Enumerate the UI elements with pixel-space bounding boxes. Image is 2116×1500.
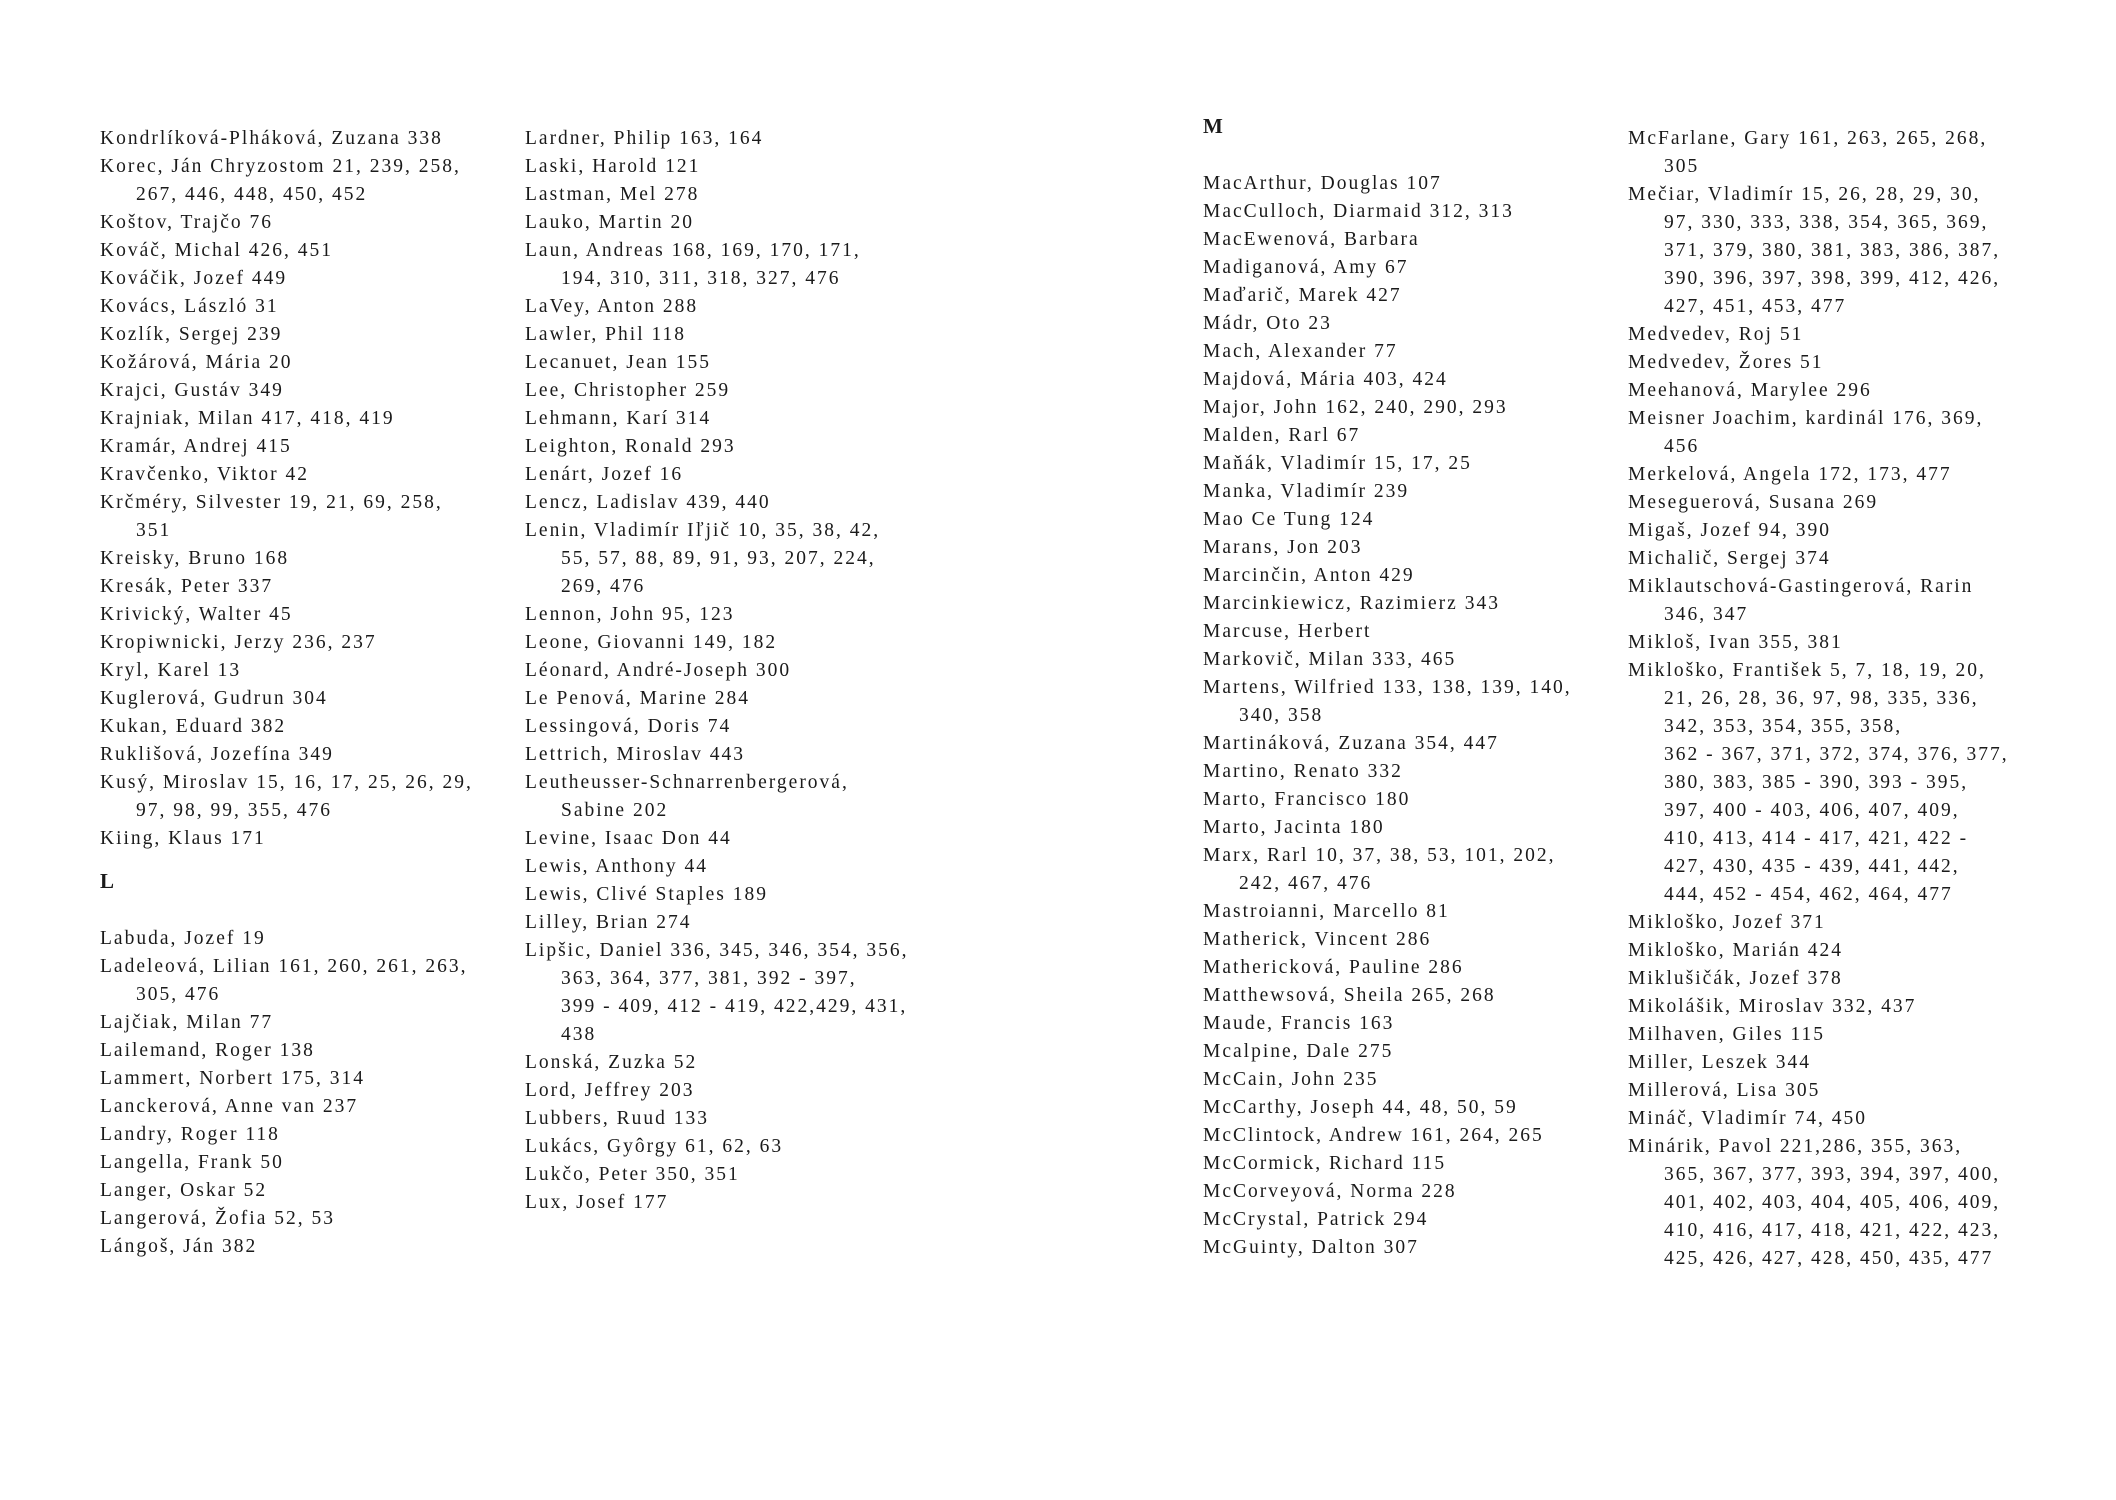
index-entry-continuation: 365, 367, 377, 393, 394, 397, 400, — [1664, 1164, 2001, 1185]
index-entry-line: Kuglerová, Gudrun 304 — [100, 688, 328, 709]
index-entry — [100, 629, 505, 657]
index-entry — [1203, 478, 1618, 506]
index-entry-line: Madiganová, Amy 67 — [1203, 257, 1409, 278]
index-entry — [1628, 573, 2058, 629]
index-entry-line: Kozlík, Sergej 239 — [100, 324, 283, 345]
index-entry-continuation: 427, 451, 453, 477 — [1664, 296, 1847, 317]
index-entry — [100, 433, 505, 461]
index-entry — [1628, 461, 2058, 489]
index-entry — [100, 377, 505, 405]
index-entry — [1628, 1133, 2058, 1273]
index-entry-line: Mathericková, Pauline 286 — [1203, 957, 1464, 978]
index-entry-line: MacArthur, Douglas 107 — [1203, 173, 1442, 194]
index-entry — [1203, 1122, 1618, 1150]
index-entry — [100, 1037, 505, 1065]
index-entry — [1628, 629, 2058, 657]
index-entry-line: Laski, Harold 121 — [525, 156, 701, 177]
index-entry — [100, 489, 505, 545]
index-entry-line: Lángoš, Ján 382 — [100, 1236, 258, 1257]
index-entry-continuation: 401, 402, 403, 404, 405, 406, 409, — [1664, 1192, 2001, 1213]
index-entry-line: Marcinčin, Anton 429 — [1203, 565, 1415, 586]
index-entry — [1203, 954, 1618, 982]
index-entry — [525, 349, 945, 377]
index-entry — [1628, 377, 2058, 405]
index-entry — [525, 153, 945, 181]
index-entry — [525, 377, 945, 405]
index-entry-line: Kresák, Peter 337 — [100, 576, 274, 597]
index-entry-continuation: 363, 364, 377, 381, 392 - 397, — [561, 968, 857, 989]
index-entry-line: McFarlane, Gary 161, 263, 265, 268, — [1628, 128, 1988, 149]
index-entry-continuation: 380, 383, 385 - 390, 393 - 395, — [1664, 772, 1969, 793]
index-entry-line: Lencz, Ladislav 439, 440 — [525, 492, 771, 513]
index-entry — [100, 769, 505, 825]
index-entry-continuation: 342, 353, 354, 355, 358, — [1664, 716, 1903, 737]
index-entry-line: Maďarič, Marek 427 — [1203, 285, 1402, 306]
index-entry-line: McCormick, Richard 115 — [1203, 1153, 1447, 1174]
index-entry-continuation: 371, 379, 380, 381, 383, 386, 387, — [1664, 240, 2001, 261]
index-entry — [1203, 282, 1618, 310]
index-entry — [1628, 1077, 2058, 1105]
index-entry-line: Kryl, Karel 13 — [100, 660, 242, 681]
index-entry — [100, 1177, 505, 1205]
index-entry-line: Lord, Jeffrey 203 — [525, 1080, 695, 1101]
index-entry — [1203, 394, 1618, 422]
index-entry-line: Léonard, André-Joseph 300 — [525, 660, 792, 681]
index-entry-line: Lonská, Zuzka 52 — [525, 1052, 698, 1073]
index-entry — [525, 461, 945, 489]
index-entry — [1628, 321, 2058, 349]
index-column-2 — [525, 125, 945, 1217]
index-entry — [1203, 674, 1618, 730]
index-entry — [1203, 1066, 1618, 1094]
index-entry — [525, 237, 945, 293]
section-letter-heading: M — [1203, 114, 1224, 138]
index-entry — [100, 209, 505, 237]
index-entry — [1628, 993, 2058, 1021]
index-entry-continuation: 438 — [561, 1024, 597, 1045]
index-entry — [525, 853, 945, 881]
index-entry — [100, 461, 505, 489]
index-entry-line: Mastroianni, Marcello 81 — [1203, 901, 1450, 922]
index-entry-line: Lauko, Martin 20 — [525, 212, 695, 233]
index-entry-continuation: 425, 426, 427, 428, 450, 435, 477 — [1664, 1248, 1994, 1269]
index-entry — [100, 601, 505, 629]
index-entry-line: Mikloško, Jozef 371 — [1628, 912, 1826, 933]
index-entry — [525, 657, 945, 685]
index-entry — [100, 825, 505, 853]
index-entry — [1203, 646, 1618, 674]
index-entry — [1628, 937, 2058, 965]
index-entry-continuation: 390, 396, 397, 398, 399, 412, 426, — [1664, 268, 2001, 289]
index-entry-line: Lilley, Brian 274 — [525, 912, 692, 933]
index-entry-continuation: 397, 400 - 403, 406, 407, 409, — [1664, 800, 1960, 821]
index-entry-line: Langer, Oskar 52 — [100, 1180, 268, 1201]
index-column-4 — [1628, 125, 2058, 1273]
index-entry — [100, 349, 505, 377]
index-entry-continuation: 269, 476 — [561, 576, 646, 597]
section-letter-heading: L — [100, 869, 116, 893]
index-entry-line: Meehanová, Marylee 296 — [1628, 380, 1872, 401]
index-entry — [1203, 1234, 1618, 1262]
index-entry-line: Lawler, Phil 118 — [525, 324, 687, 345]
index-entry — [1203, 338, 1618, 366]
index-entry-line: Lailemand, Roger 138 — [100, 1040, 315, 1061]
index-entry — [1203, 814, 1618, 842]
index-entry-continuation: 97, 98, 99, 355, 476 — [136, 800, 332, 821]
index-entry — [1203, 506, 1618, 534]
index-entry — [100, 1149, 505, 1177]
index-entry — [1203, 590, 1618, 618]
index-entry-line: Labuda, Jozef 19 — [100, 928, 266, 949]
index-entry — [100, 657, 505, 685]
index-entry — [525, 125, 945, 153]
index-entry-line: Medvedev, Žores 51 — [1628, 352, 1824, 373]
index-entry — [525, 741, 945, 769]
index-entry — [525, 1133, 945, 1161]
index-entry-line: Malden, Rarl 67 — [1203, 425, 1361, 446]
index-entry-line: Laun, Andreas 168, 169, 170, 171, — [525, 240, 861, 261]
index-entry — [1203, 758, 1618, 786]
index-entry-line: Kravčenko, Viktor 42 — [100, 464, 310, 485]
index-entry — [1203, 1038, 1618, 1066]
index-entry-line: Martens, Wilfried 133, 138, 139, 140, — [1203, 677, 1572, 698]
index-entry-line: Kiing, Klaus 171 — [100, 828, 266, 849]
index-entry-continuation: 351 — [136, 520, 172, 541]
index-entry-line: Lecanuet, Jean 155 — [525, 352, 711, 373]
index-entry — [1203, 366, 1618, 394]
index-entry-line: Manka, Vladimír 239 — [1203, 481, 1410, 502]
index-entry — [525, 489, 945, 517]
index-entry — [100, 1233, 505, 1261]
index-entry-line: Migaš, Jozef 94, 390 — [1628, 520, 1832, 541]
index-entry — [1203, 170, 1618, 198]
index-entry — [525, 1077, 945, 1105]
index-entry-line: Medvedev, Roj 51 — [1628, 324, 1804, 345]
index-entry — [1203, 926, 1618, 954]
index-entry-line: Lenárt, Jozef 16 — [525, 464, 684, 485]
index-entry — [1628, 517, 2058, 545]
index-entry-line: Marans, Jon 203 — [1203, 537, 1363, 558]
index-entry-line: Mikloško, František 5, 7, 18, 19, 20, — [1628, 660, 1986, 681]
index-entry-continuation: 194, 310, 311, 318, 327, 476 — [561, 268, 841, 289]
index-entry-line: Mach, Alexander 77 — [1203, 341, 1398, 362]
index-entry-line: Le Penová, Marine 284 — [525, 688, 751, 709]
index-entry — [1203, 730, 1618, 758]
index-entry — [1628, 909, 2058, 937]
index-entry — [1203, 786, 1618, 814]
index-entry — [1628, 125, 2058, 181]
index-entry-line: Landry, Roger 118 — [100, 1124, 280, 1145]
index-entry-line: Krčméry, Silvester 19, 21, 69, 258, — [100, 492, 443, 513]
index-entry-line: MacEwenová, Barbara — [1203, 229, 1420, 250]
index-entry — [525, 685, 945, 713]
index-entry — [1203, 450, 1618, 478]
index-entry-line: Martino, Renato 332 — [1203, 761, 1403, 782]
index-entry — [525, 601, 945, 629]
index-entry — [525, 405, 945, 433]
index-entry — [1203, 226, 1618, 254]
index-entry — [100, 1065, 505, 1093]
index-entry-line: Maňák, Vladimír 15, 17, 25 — [1203, 453, 1472, 474]
index-entry-line: Ruklišová, Jozefína 349 — [100, 744, 334, 765]
index-entry — [1203, 1150, 1618, 1178]
index-entry-line: Kondrlíková-Plháková, Zuzana 338 — [100, 128, 443, 149]
index-entry — [1203, 562, 1618, 590]
index-entry — [1628, 181, 2058, 321]
index-entry-line: Lennon, John 95, 123 — [525, 604, 735, 625]
index-entry-line: Leutheusser-Schnarrenbergerová, — [525, 772, 849, 793]
index-entry-continuation: 55, 57, 88, 89, 91, 93, 207, 224, — [561, 548, 876, 569]
index-entry — [1203, 310, 1618, 338]
index-entry — [1628, 1021, 2058, 1049]
index-entry — [525, 713, 945, 741]
index-entry-continuation: 444, 452 - 454, 462, 464, 477 — [1664, 884, 1953, 905]
index-entry — [100, 153, 505, 209]
index-entry-line: Kukan, Eduard 382 — [100, 716, 287, 737]
index-entry-line: Lenin, Vladimír Iľjič 10, 35, 38, 42, — [525, 520, 881, 541]
index-entry-line: Meisner Joachim, kardinál 176, 369, — [1628, 408, 1984, 429]
index-column-1 — [100, 125, 505, 1261]
index-entry — [100, 573, 505, 601]
index-entry-line: Lux, Josef 177 — [525, 1192, 669, 1213]
index-entry-line: Lewis, Anthony 44 — [525, 856, 708, 877]
index-entry — [1628, 349, 2058, 377]
index-entry-line: Lukčo, Peter 350, 351 — [525, 1164, 740, 1185]
index-entry-line: Krivický, Walter 45 — [100, 604, 293, 625]
index-entry — [100, 1093, 505, 1121]
index-entry-line: Miller, Leszek 344 — [1628, 1052, 1812, 1073]
index-entry-line: Marto, Francisco 180 — [1203, 789, 1411, 810]
index-entry-continuation: 399 - 409, 412 - 419, 422,429, 431, — [561, 996, 908, 1017]
index-entry-line: Marcinkiewicz, Razimierz 343 — [1203, 593, 1500, 614]
index-entry-line: Lubbers, Ruud 133 — [525, 1108, 710, 1129]
right-page — [1058, 0, 2116, 1500]
index-entry-line: Langerová, Žofia 52, 53 — [100, 1208, 335, 1229]
index-entry-continuation: 305, 476 — [136, 984, 221, 1005]
index-entry-line: Matherick, Vincent 286 — [1203, 929, 1432, 950]
index-entry — [525, 433, 945, 461]
index-entry — [525, 825, 945, 853]
index-column-3 — [1203, 112, 1618, 1262]
index-entry-line: Michalič, Sergej 374 — [1628, 548, 1831, 569]
index-entry — [525, 629, 945, 657]
index-entry-line: Marcuse, Herbert — [1203, 621, 1372, 642]
index-entry — [1628, 657, 2058, 909]
index-entry — [525, 209, 945, 237]
index-entry-line: Lewis, Clivé Staples 189 — [525, 884, 768, 905]
index-entry — [100, 953, 505, 1009]
index-entry-line: Kramár, Andrej 415 — [100, 436, 292, 457]
index-entry-line: Matthewsová, Sheila 265, 268 — [1203, 985, 1496, 1006]
index-entry — [525, 881, 945, 909]
index-entry-line: Minárik, Pavol 221,286, 355, 363, — [1628, 1136, 1963, 1157]
index-entry-line: Millerová, Lisa 305 — [1628, 1080, 1821, 1101]
index-entry-line: Mádr, Oto 23 — [1203, 313, 1332, 334]
index-entry-line: Koštov, Trajčo 76 — [100, 212, 274, 233]
index-entry-line: Meseguerová, Susana 269 — [1628, 492, 1879, 513]
index-entry-line: Lessingová, Doris 74 — [525, 716, 732, 737]
index-entry-continuation: 267, 446, 448, 450, 452 — [136, 184, 368, 205]
index-entry-line: Kropiwnicki, Jerzy 236, 237 — [100, 632, 377, 653]
index-entry-continuation: 305 — [1664, 156, 1700, 177]
index-entry-continuation: 410, 416, 417, 418, 421, 422, 423, — [1664, 1220, 2001, 1241]
index-entry — [1628, 965, 2058, 993]
index-entry-line: Lee, Christopher 259 — [525, 380, 731, 401]
index-entry-line: Mao Ce Tung 124 — [1203, 509, 1375, 530]
index-entry-line: Lukács, Gyôrgy 61, 62, 63 — [525, 1136, 784, 1157]
index-entry-line: Ladeleová, Lilian 161, 260, 261, 263, — [100, 956, 468, 977]
index-entry-line: Lehmann, Karí 314 — [525, 408, 712, 429]
index-entry-line: Miklautschová-Gastingerová, Rarin — [1628, 576, 1974, 597]
index-entry-line: Krajci, Gustáv 349 — [100, 380, 284, 401]
index-entry-line: Lardner, Philip 163, 164 — [525, 128, 764, 149]
index-entry-continuation: Sabine 202 — [561, 800, 669, 821]
index-entry — [100, 1009, 505, 1037]
index-entry-line: Kusý, Miroslav 15, 16, 17, 25, 26, 29, — [100, 772, 473, 793]
index-entry-line: LaVey, Anton 288 — [525, 296, 699, 317]
index-entry-line: Lanckerová, Anne van 237 — [100, 1096, 359, 1117]
index-entry-line: Maude, Francis 163 — [1203, 1013, 1395, 1034]
index-entry-line: McCorveyová, Norma 228 — [1203, 1181, 1457, 1202]
index-entry — [1203, 1178, 1618, 1206]
index-entry-line: Mikolášik, Miroslav 332, 437 — [1628, 996, 1917, 1017]
index-entry — [1203, 534, 1618, 562]
index-entry-line: Kožárová, Mária 20 — [100, 352, 293, 373]
index-entry — [1203, 982, 1618, 1010]
index-entry-line: Kováčik, Jozef 449 — [100, 268, 288, 289]
index-entry — [100, 293, 505, 321]
index-entry-line: MacCulloch, Diarmaid 312, 313 — [1203, 201, 1514, 222]
index-entry — [100, 545, 505, 573]
index-entry — [100, 125, 505, 153]
index-entry — [1628, 1105, 2058, 1133]
index-entry — [1203, 898, 1618, 926]
index-entry-line: Langella, Frank 50 — [100, 1152, 284, 1173]
index-entry-line: McClintock, Andrew 161, 264, 265 — [1203, 1125, 1544, 1146]
index-entry-line: Leighton, Ronald 293 — [525, 436, 736, 457]
index-entry-continuation: 456 — [1664, 436, 1700, 457]
index-entry — [525, 937, 945, 1049]
index-entry-line: McCrystal, Patrick 294 — [1203, 1209, 1429, 1230]
index-entry-line: Mikloš, Ivan 355, 381 — [1628, 632, 1843, 653]
index-entry-line: Leone, Giovanni 149, 182 — [525, 632, 778, 653]
index-entry — [1628, 1049, 2058, 1077]
index-entry-continuation: 242, 467, 476 — [1239, 873, 1373, 894]
index-entry-line: Lastman, Mel 278 — [525, 184, 700, 205]
index-entry — [100, 321, 505, 349]
index-entry-line: Markovič, Milan 333, 465 — [1203, 649, 1457, 670]
index-entry-line: Merkelová, Angela 172, 173, 477 — [1628, 464, 1952, 485]
index-entry-line: McCarthy, Joseph 44, 48, 50, 59 — [1203, 1097, 1518, 1118]
index-entry — [525, 1049, 945, 1077]
index-entry-line: Lammert, Norbert 175, 314 — [100, 1068, 365, 1089]
index-entry-line: Mináč, Vladimír 74, 450 — [1628, 1108, 1867, 1129]
index-entry-line: Kreisky, Bruno 168 — [100, 548, 290, 569]
index-entry — [1203, 1206, 1618, 1234]
index-entry-line: Korec, Ján Chryzostom 21, 239, 258, — [100, 156, 461, 177]
index-entry — [1203, 1010, 1618, 1038]
index-entry-line: Lipšic, Daniel 336, 345, 346, 354, 356, — [525, 940, 909, 961]
index-entry-line: McCain, John 235 — [1203, 1069, 1379, 1090]
index-entry — [1628, 405, 2058, 461]
index-entry-continuation: 410, 413, 414 - 417, 421, 422 - — [1664, 828, 1969, 849]
index-entry — [100, 237, 505, 265]
index-entry-continuation: 427, 430, 435 - 439, 441, 442, — [1664, 856, 1960, 877]
index-entry-line: Miklušičák, Jozef 378 — [1628, 968, 1843, 989]
index-entry-line: Milhaven, Giles 115 — [1628, 1024, 1826, 1045]
index-entry-line: Martináková, Zuzana 354, 447 — [1203, 733, 1499, 754]
index-entry-line: Kováč, Michal 426, 451 — [100, 240, 334, 261]
index-entry-continuation: 21, 26, 28, 36, 97, 98, 335, 336, — [1664, 688, 1979, 709]
index-entry — [100, 405, 505, 433]
index-entry — [525, 181, 945, 209]
index-entry-continuation: 362 - 367, 371, 372, 374, 376, 377, — [1664, 744, 2009, 765]
index-entry-line: Mcalpine, Dale 275 — [1203, 1041, 1394, 1062]
index-entry — [1203, 254, 1618, 282]
index-entry — [100, 741, 505, 769]
index-entry — [525, 293, 945, 321]
index-entry-line: Lajčiak, Milan 77 — [100, 1012, 274, 1033]
index-entry-line: Major, John 162, 240, 290, 293 — [1203, 397, 1508, 418]
index-entry — [100, 1121, 505, 1149]
index-entry — [100, 925, 505, 953]
index-entry-line: Mečiar, Vladimír 15, 26, 28, 29, 30, — [1628, 184, 1981, 205]
index-entry — [1203, 1094, 1618, 1122]
index-entry-line: McGuinty, Dalton 307 — [1203, 1237, 1419, 1258]
index-entry-line: Mikloško, Marián 424 — [1628, 940, 1843, 961]
index-entry — [100, 685, 505, 713]
index-entry — [525, 1105, 945, 1133]
index-entry — [1203, 198, 1618, 226]
index-entry-line: Lettrich, Miroslav 443 — [525, 744, 746, 765]
index-entry-continuation: 340, 358 — [1239, 705, 1324, 726]
index-entry-line: Levine, Isaac Don 44 — [525, 828, 732, 849]
index-entry-line: Krajniak, Milan 417, 418, 419 — [100, 408, 395, 429]
index-entry — [1203, 422, 1618, 450]
index-entry-continuation: 97, 330, 333, 338, 354, 365, 369, — [1664, 212, 1989, 233]
index-entry — [1628, 545, 2058, 573]
index-entry — [1203, 842, 1618, 898]
index-entry — [525, 517, 945, 601]
index-entry-line: Marto, Jacinta 180 — [1203, 817, 1385, 838]
index-entry-line: Kovács, László 31 — [100, 296, 279, 317]
index-entry — [1203, 618, 1618, 646]
index-entry — [525, 321, 945, 349]
index-entry — [100, 713, 505, 741]
index-entry — [100, 265, 505, 293]
index-entry-line: Majdová, Mária 403, 424 — [1203, 369, 1448, 390]
index-entry — [100, 1205, 505, 1233]
index-entry — [525, 1161, 945, 1189]
index-entry — [525, 909, 945, 937]
index-entry-line: Marx, Rarl 10, 37, 38, 53, 101, 202, — [1203, 845, 1556, 866]
index-entry — [525, 769, 945, 825]
index-entry — [1628, 489, 2058, 517]
index-entry — [525, 1189, 945, 1217]
index-entry-continuation: 346, 347 — [1664, 604, 1749, 625]
